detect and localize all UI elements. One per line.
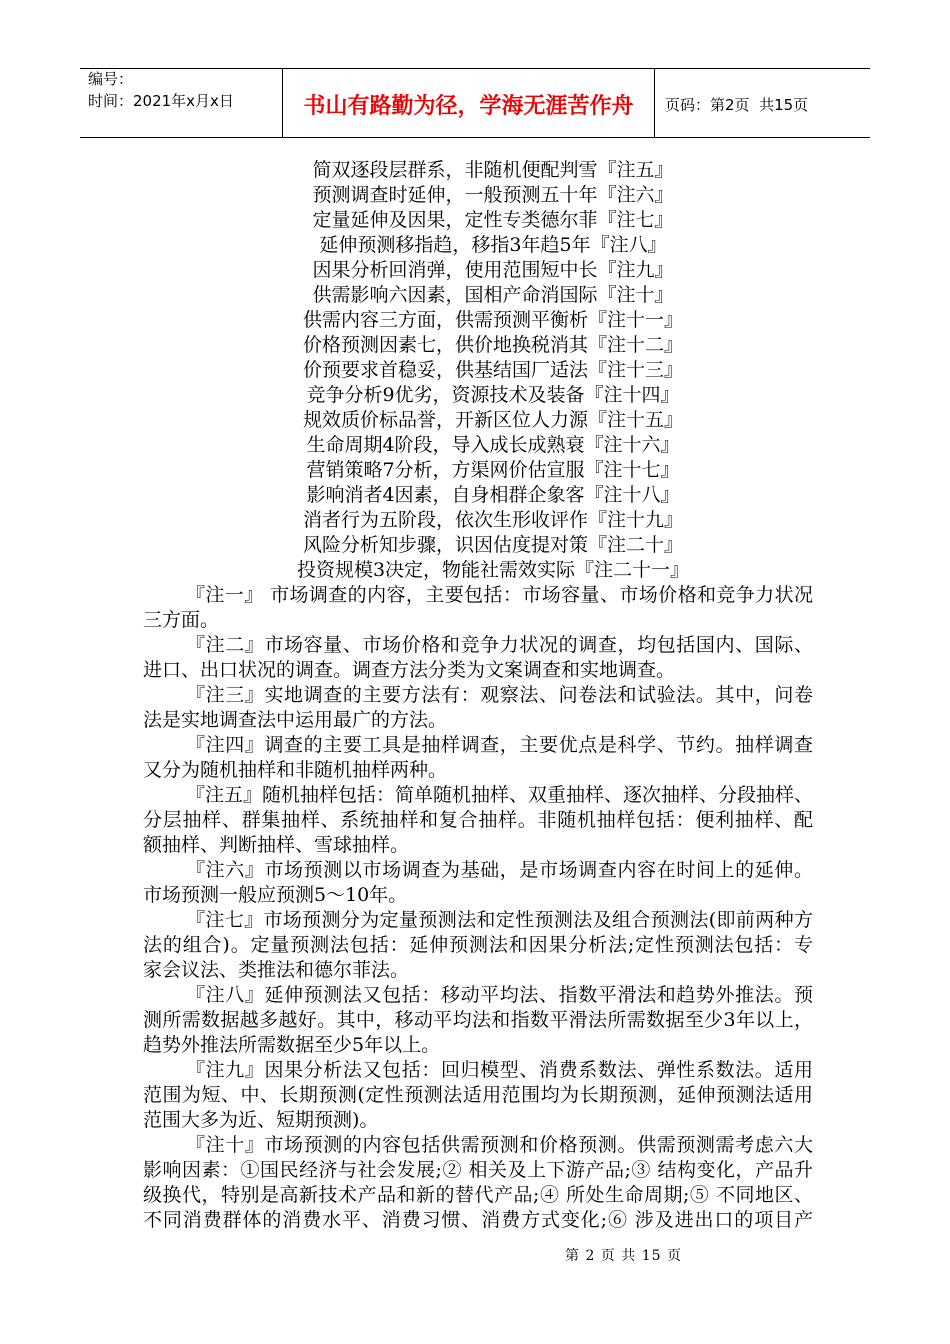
note-paragraph-4 bbox=[143, 733, 813, 783]
header-page-info: 页码：第2页 共15页 bbox=[665, 96, 809, 114]
verse-line: 生命周期4阶段，导入成长成熟衰『注十六』 bbox=[306, 434, 680, 456]
verse-line: 营销策略7分析，方渠网价估宣服『注十七』 bbox=[306, 459, 680, 481]
note-line: 范围大多为近、短期预测)。 bbox=[143, 1109, 379, 1131]
note-paragraph-1 bbox=[143, 583, 813, 633]
verse-line: 供需影响六因素，国相产命消国际『注十』 bbox=[312, 284, 674, 306]
note-line: 又分为随机抽样和非随机抽样两种。 bbox=[143, 759, 448, 781]
page-footer-number: 第 2 页 共 15 页 bbox=[565, 1248, 682, 1264]
note-line: 『注一』 市场调查的内容，主要包括：市场容量、市场价格和竞争力状况 bbox=[186, 584, 813, 606]
note-line: 范围为短、中、长期预测(定性预测法适用范围均为长期预测，延伸预测法适用 bbox=[143, 1084, 813, 1106]
page-header bbox=[80, 68, 870, 138]
verse-line: 预测调查时延伸，一般预测五十年『注六』 bbox=[312, 184, 674, 206]
header-motto-cell bbox=[283, 69, 655, 137]
note-line: 趋势外推法所需数据至少5年以上。 bbox=[143, 1034, 441, 1056]
note-paragraph-8 bbox=[143, 983, 813, 1058]
verse-line: 价格预测因素七，供价地换税消其『注十二』 bbox=[302, 334, 683, 356]
note-line: 法是实地调查法中运用最广的方法。 bbox=[143, 709, 448, 731]
note-line: 不同消费群体的消费水平、消费习惯、消费方式变化;⑥ 涉及进出口的项目产 bbox=[143, 1209, 813, 1231]
verse-line: 因果分析回消弹，使用范围短中长『注九』 bbox=[312, 259, 674, 281]
verse-line: 简双逐段层群系，非随机便配判雪『注五』 bbox=[312, 159, 674, 181]
notes-section bbox=[143, 583, 813, 1233]
note-line: 『注三』实地调查的主要方法有：观察法、问卷法和试验法。其中，问卷 bbox=[186, 684, 813, 706]
note-line: 三方面。 bbox=[143, 609, 220, 631]
note-line: 『注九』因果分析法又包括：回归模型、消费系数法、弹性系数法。适用 bbox=[186, 1059, 813, 1081]
note-line: 级换代，特别是高新技术产品和新的替代产品;④ 所处生命周期;⑤ 不同地区、 bbox=[143, 1184, 813, 1206]
note-line: 进口、出口状况的调查。调查方法分类为文案调查和实地调查。 bbox=[143, 659, 676, 681]
note-line: 法的组合)。定量预测法包括：延伸预测法和因果分析法;定性预测法包括：专 bbox=[143, 934, 813, 956]
verse-line: 延伸预测移指趋，移指3年趋5年『注八』 bbox=[319, 234, 667, 256]
verse-line: 竞争分析9优劣，资源技术及装备『注十四』 bbox=[306, 384, 680, 406]
verse-line: 投资规模3决定，物能社需效实际『注二十一』 bbox=[296, 559, 690, 581]
note-line: 『注四』调查的主要工具是抽样调查，主要优点是科学、节约。抽样调查 bbox=[186, 734, 813, 756]
note-line: 测所需数据越多越好。其中，移动平均法和指数平滑法所需数据至少3年以上， bbox=[143, 1009, 813, 1031]
note-paragraph-6 bbox=[143, 858, 813, 908]
note-line: 『注七』市场预测分为定量预测法和定性预测法及组合预测法(即前两种方 bbox=[186, 909, 813, 931]
note-line: 市场预测一般应预测5～10年。 bbox=[143, 884, 408, 906]
verse-line: 影响消者4因素，自身相群企象客『注十八』 bbox=[306, 484, 680, 506]
mnemonic-verse bbox=[143, 158, 843, 583]
note-line: 家会议法、类推法和德尔菲法。 bbox=[143, 959, 410, 981]
document-number: 编号： bbox=[88, 70, 134, 88]
header-meta-cell bbox=[80, 69, 283, 137]
note-line: 『注六』市场预测以市场调查为基础，是市场调查内容在时间上的延伸。 bbox=[186, 859, 813, 881]
note-paragraph-10 bbox=[143, 1133, 813, 1233]
note-line: 分层抽样、群集抽样、系统抽样和复合抽样。非随机抽样包括：便利抽样、配 bbox=[143, 809, 813, 831]
note-line: 『注十』市场预测的内容包括供需预测和价格预测。供需预测需考虑六大 bbox=[186, 1134, 813, 1156]
note-line: 额抽样、判断抽样、雪球抽样。 bbox=[143, 834, 410, 856]
note-line: 『注二』市场容量、市场价格和竞争力状况的调查，均包括国内、国际、 bbox=[186, 634, 813, 656]
note-paragraph-7 bbox=[143, 908, 813, 983]
verse-line: 消者行为五阶段，依次生形收评作『注十九』 bbox=[302, 509, 683, 531]
note-line: 『注八』延伸预测法又包括：移动平均法、指数平滑法和趋势外推法。预 bbox=[186, 984, 813, 1006]
note-line: 影响因素：①国民经济与社会发展;② 相关及上下游产品;③ 结构变化，产品升 bbox=[143, 1159, 813, 1181]
note-paragraph-3 bbox=[143, 683, 813, 733]
verse-line: 风险分析知步骤，识因估度提对策『注二十』 bbox=[302, 534, 683, 556]
note-paragraph-5 bbox=[143, 783, 813, 858]
note-line: 『注五』随机抽样包括：简单随机抽样、双重抽样、逐次抽样、分段抽样、 bbox=[186, 784, 814, 806]
note-paragraph-9 bbox=[143, 1058, 813, 1133]
header-motto: 书山有路勤为径，学海无涯苦作舟 bbox=[303, 94, 634, 119]
verse-line: 价预要求首稳妥，供基结国厂适法『注十三』 bbox=[302, 359, 683, 381]
verse-line: 供需内容三方面，供需预测平衡析『注十一』 bbox=[302, 309, 683, 331]
header-page-cell bbox=[655, 69, 870, 137]
note-paragraph-2 bbox=[143, 633, 813, 683]
verse-line: 定量延伸及因果，定性专类德尔菲『注七』 bbox=[312, 209, 674, 231]
document-date: 时间：2021年x月x日 bbox=[88, 92, 234, 110]
verse-line: 规效质价标品誉，开新区位人力源『注十五』 bbox=[302, 409, 683, 431]
